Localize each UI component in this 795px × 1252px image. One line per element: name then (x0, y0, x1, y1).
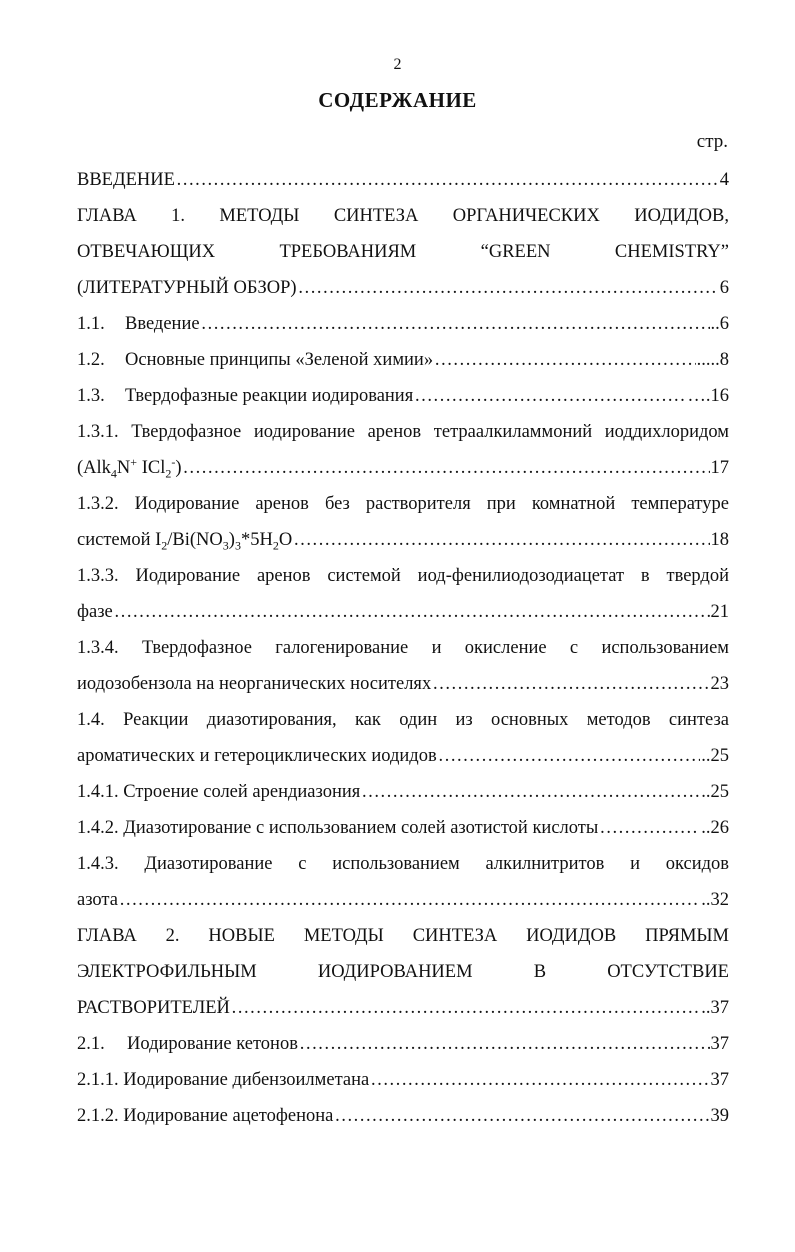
toc-leader-dots (299, 1029, 710, 1059)
pages-column-label: стр. (696, 131, 728, 152)
toc-entry-chapter-1-line-3 (77, 273, 729, 309)
toc-leader-dots (293, 525, 709, 555)
toc-leader-tail: .. (701, 890, 711, 910)
toc-leader-dots (231, 993, 700, 1023)
toc-entry-1-3 (77, 381, 729, 417)
toc-leader-dots (201, 309, 710, 339)
toc-leader-tail: …. (687, 386, 711, 406)
formula-text: системой I (77, 530, 162, 550)
toc-entry-chapter-2-line-1: ГЛАВА 2. НОВЫЕ МЕТОДЫ СИНТЕЗА ИОДИДОВ ПРЯМЫМ (77, 926, 729, 946)
toc-entry-chapter-2-line-2: ЭЛЕКТРОФИЛЬНЫМ ИОДИРОВАНИЕМ В ОТСУТСТВИЕ (77, 962, 729, 982)
page-number: 2 (393, 56, 402, 73)
toc-entry-1-3-3-line-2 (77, 597, 729, 633)
toc-page-number: 37 (710, 1070, 729, 1090)
toc-entry-title: ВВЕДЕНИЕ (77, 170, 175, 190)
toc-page-number: 25 (710, 746, 729, 766)
formula-superscript: - (171, 454, 176, 469)
formula-subscript: 2 (161, 538, 168, 553)
toc-entry-1-4-line-2 (77, 741, 729, 777)
formula-text: ICl (137, 458, 166, 478)
formula-text: ) (175, 458, 182, 478)
toc-entry-title: 2.1.2. Иодирование ацетофенона (77, 1106, 334, 1126)
toc-entry-title: РАСТВОРИТЕЛЕЙ (77, 998, 230, 1018)
toc-page-number: 6 (719, 278, 729, 298)
toc-leader-tail: .. (701, 746, 711, 766)
toc-entry-1-4-3-line-2 (77, 885, 729, 921)
formula-text: (Alk (77, 458, 111, 478)
toc-entry-title: (ЛИТЕРАТУРНЫЙ ОБЗОР) (77, 278, 297, 298)
toc-entry-2-1 (77, 1029, 729, 1065)
toc-leader-dots (370, 1065, 709, 1095)
formula-subscript: 2 (165, 466, 172, 481)
toc-section-number: 1.1. (77, 314, 105, 334)
formula-subscript: 4 (110, 466, 117, 481)
toc-entry-1-3-3-line-1: 1.3.3. Иодирование аренов системой иод-фенилиодозодиацетат в твердой (77, 566, 729, 586)
toc-page-number: 26 (710, 818, 729, 838)
toc-entry-2-1-1 (77, 1065, 729, 1101)
toc-entry-title: иодозобензола на неорганических носителях (77, 674, 432, 694)
formula-subscript: 3 (222, 538, 229, 553)
toc-leader-dots (432, 669, 709, 699)
toc-leader-dots (334, 1101, 709, 1131)
toc-page-number: 4 (719, 170, 729, 190)
toc-entry-title: Введение (125, 314, 200, 334)
toc-entry-1-4-2 (77, 813, 729, 849)
formula-text: /Bi(NO (167, 530, 223, 550)
toc-entry-1-2 (77, 345, 729, 381)
toc-entry-1-4-1 (77, 777, 729, 813)
toc-entry-1-3-1-line-2 (77, 453, 729, 489)
formula-text: *5H (240, 530, 273, 550)
toc-leader-tail: .. (710, 314, 720, 334)
toc-section-number: 1.2. (77, 350, 105, 370)
toc-entry-1-3-2-line-2 (77, 525, 729, 561)
toc-leader-dots (599, 813, 700, 843)
toc-entry-1-3-4-line-1: 1.3.4. Твердофазное галогенирование и окисление с использованием (77, 638, 729, 658)
toc-leader-tail: .. (701, 782, 711, 802)
toc-formula (77, 525, 292, 555)
toc-page-number: 25 (710, 782, 729, 802)
toc-page-number: 32 (710, 890, 729, 910)
toc-entry-1-4-line-1: 1.4. Реакции диазотирования, как один из основных методов синтеза (77, 710, 729, 730)
toc-entry-1-3-4-line-2 (77, 669, 729, 705)
toc-entry-title: 1.4.1. Строение солей арендиазония (77, 782, 361, 802)
toc-page-number: 16 (710, 386, 729, 406)
toc-leader-tail: .. (701, 818, 711, 838)
page-title: СОДЕРЖАНИЕ (318, 88, 477, 112)
formula-text: O (278, 530, 293, 550)
toc-section-number: 2.1. (77, 1034, 105, 1054)
toc-entry-introduction (77, 165, 729, 201)
toc-leader-dots (438, 741, 701, 771)
formula-text: N (116, 458, 131, 478)
toc-entry-chapter-1-line-2: ОТВЕЧАЮЩИХ ТРЕБОВАНИЯМ “GREEN CHEMISTRY” (77, 242, 729, 262)
formula-text: ) (228, 530, 235, 550)
toc-entry-chapter-2-line-3 (77, 993, 729, 1029)
toc-page-number: 17 (710, 458, 729, 478)
toc-entry-title: фазе (77, 602, 113, 622)
toc-entry-title: 1.4.2. Диазотирование с использованием солей азотистой кислоты (77, 818, 599, 838)
toc-page-number: 21 (710, 602, 729, 622)
toc-page-number: 6 (719, 314, 729, 334)
toc-leader-dots (176, 165, 719, 195)
toc-page-number: 39 (710, 1106, 729, 1126)
toc-entry-2-1-2 (77, 1101, 729, 1137)
formula-subscript: 3 (234, 538, 241, 553)
toc-entry-title: Твердофазные реакции иодирования (125, 386, 414, 406)
toc-entry-title: ароматических и гетероциклических иодидов (77, 746, 437, 766)
toc-leader-dots (361, 777, 700, 807)
toc-leader-dots (414, 381, 686, 411)
toc-leader-dots (434, 345, 696, 375)
toc-entry-chapter-1-line-1: ГЛАВА 1. МЕТОДЫ СИНТЕЗА ОРГАНИЧЕСКИХ ИОДИДОВ, (77, 206, 729, 226)
toc-leader-tail: ..... (696, 350, 720, 370)
toc-entry-title: Иодирование кетонов (127, 1034, 298, 1054)
toc-entry-1-4-3-line-1: 1.4.3. Диазотирование с использованием алкилнитритов и оксидов (77, 854, 729, 874)
toc-page-number: 37 (710, 998, 729, 1018)
toc-entry-1-3-2-line-1: 1.3.2. Иодирование аренов без растворителя при комнатной температуре (77, 494, 729, 514)
toc-section-number: 1.3. (77, 386, 105, 406)
toc-leader-dots (298, 273, 719, 303)
toc-entry-1-1 (77, 309, 729, 345)
toc-leader-dots (119, 885, 700, 915)
toc-page-number: 23 (710, 674, 729, 694)
toc-page-number: 18 (710, 530, 729, 550)
toc-entry-1-3-1-line-1: 1.3.1. Твердофазное иодирование аренов тетраалкиламмоний иоддихлоридом (77, 422, 729, 442)
toc-formula (77, 453, 182, 483)
toc-page-number: 8 (719, 350, 729, 370)
formula-subscript: 2 (272, 538, 279, 553)
toc-leader-dots (114, 597, 710, 627)
formula-superscript: + (130, 454, 138, 469)
toc-leader-tail: .. (701, 998, 711, 1018)
toc-page-number: 37 (710, 1034, 729, 1054)
table-of-contents (77, 165, 729, 1137)
toc-leader-dots (183, 453, 710, 483)
toc-entry-title: азота (77, 890, 118, 910)
toc-entry-title: Основные принципы «Зеленой химии» (125, 350, 434, 370)
toc-entry-title: 2.1.1. Иодирование дибензоилметана (77, 1070, 370, 1090)
